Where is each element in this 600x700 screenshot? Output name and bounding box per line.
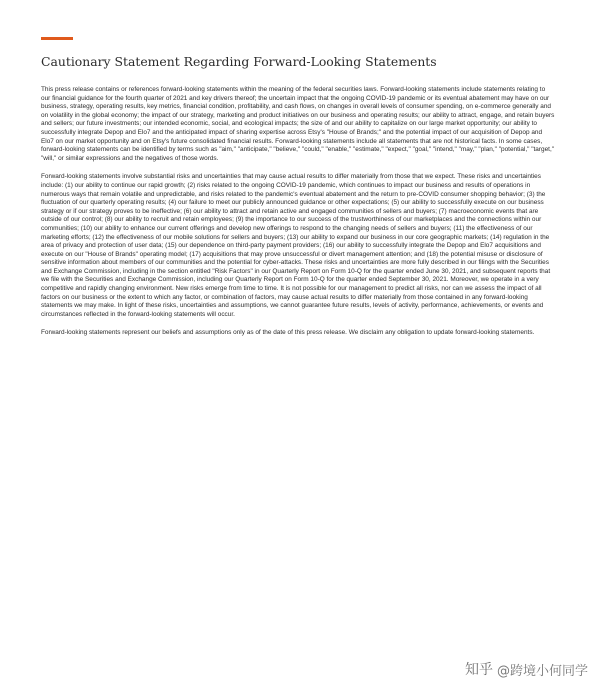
paragraph-risks-and-uncertainties: Forward-looking statements involve substantial risks and uncertainties that may cause actual results to differ materially from those that we expect. These risks and uncertainties include: (1) our ability to continue our rapid growth; (2) risks related to the ongoing COVID-19 pandemic, which continues to impact our business and results of operations in numerous ways that remain volatile and unpredictable, and risks related to the pandemic's eventual abatement and the return to pre-COVID consumer shopping behavior; (3) the fluctuation of our quarterly operating results; (4) our failure to meet our publicly announced guidance or other expectations; (5) our ability to successfully execute on our business strategy or if our strategy proves to be ineffective; (6) our ability to attract and retain active and engaged communities of sellers and buyers; (7) macroeconomic events that are outside of our control; (8) our ability to recruit and retain employees; (9) the importance to our success of the trustworthiness of our marketplaces and the connections within our communities; (10) our ability to enhance our current offerings and develop new offerings to respond to the changing needs of sellers and buyers; (11) the effectiveness of our marketing efforts; (12) the effectiveness of our mobile solutions for sellers and buyers; (13) our ability to expand our business in our core geographic markets; (14) regulation in the area of privacy and protection of user data; (15) our dependence on third-party payment providers; (16) our ability to successfully integrate the Depop and Elo7 acquisitions and execute on our "House of Brands" operating model; (17) acquisitions that may prove unsuccessful or divert management attention; and (18) the potential misuse or disclosure of sensitive information about members of our communities and the potential for cyber-attacks. These risks and uncertainties are more fully described in our filings with the Securities and Exchange Commission, including in the section entitled "Risk Factors" in our Quarterly Report on Form 10-Q for the quarter ended June 30, 2021, and subsequent reports that we file with the Securities and Exchange Commission, including our Quarterly Report on Form 10-Q for the quarter ended September 30, 2021. Moreover, we operate in a very competitive and rapidly changing environment. New risks emerge from time to time. It is not possible for our management to predict all risks, nor can we assess the impact of all factors on our business or the extent to which any factor, or combination of factors, may cause actual results to differ materially from those contained in any forward-looking statements we may make. In light of these risks, uncertainties and assumptions, we cannot guarantee future results, levels of activity, performance, achievements, or events and circumstances reflected in the forward-looking statements will occur. [41, 173, 551, 318]
paragraph-forward-looking-definition: This press release contains or references forward-looking statements within the meaning of the federal securities laws. Forward-looking statements include statements relating to our financial guidance for the fourth quarter of 2021 and key drivers thereof; the uncertain impact that the ongoing COVID-19 pandemic or its eventual abatement may have on our business, strategy, operating results, key metrics, financial condition, profitability, and cash flows, on changes in overall levels of consumer spending, on e-commerce generally and on volatility in the global economy; the impact of our strategy, marketing and product initiatives on our business and operating results; our ability to attract, engage, and retain buyers and sellers; our future investments; our intended economic, social, and ecological impacts; the size of and our ability to capitalize on our large market opportunity; our ability to successfully integrate Depop and Elo7 and the anticipated impact of sharing expertise across Etsy's "House of Brands;" and the potential impact of our acquisition of Depop and Elo7 on our market opportunity and on Etsy's future consolidated financial results. Forward-looking statements include all statements that are not historical facts. In some cases, forward-looking statements can be identified by terms such as "aim," "anticipate," "believe," "could," "enable," "estimate," "expect," "goal," "intend," "may," "plan," "potential," "target," "will," or similar expressions and the negatives of those words. [41, 86, 555, 162]
watermark-handle: @跨境小何同学 [496, 663, 588, 679]
watermark-site: 知乎 [464, 662, 493, 678]
paragraph-disclaimer: Forward-looking statements represent our beliefs and assumptions only as of the date of this press release. We disclaim any obligation to update forward-looking statements. [41, 329, 535, 337]
title-accent-rule [41, 37, 73, 40]
document-body [41, 86, 555, 348]
watermark [465, 659, 588, 679]
document-title: Cautionary Statement Regarding Forward-Looking Statements [41, 54, 437, 69]
